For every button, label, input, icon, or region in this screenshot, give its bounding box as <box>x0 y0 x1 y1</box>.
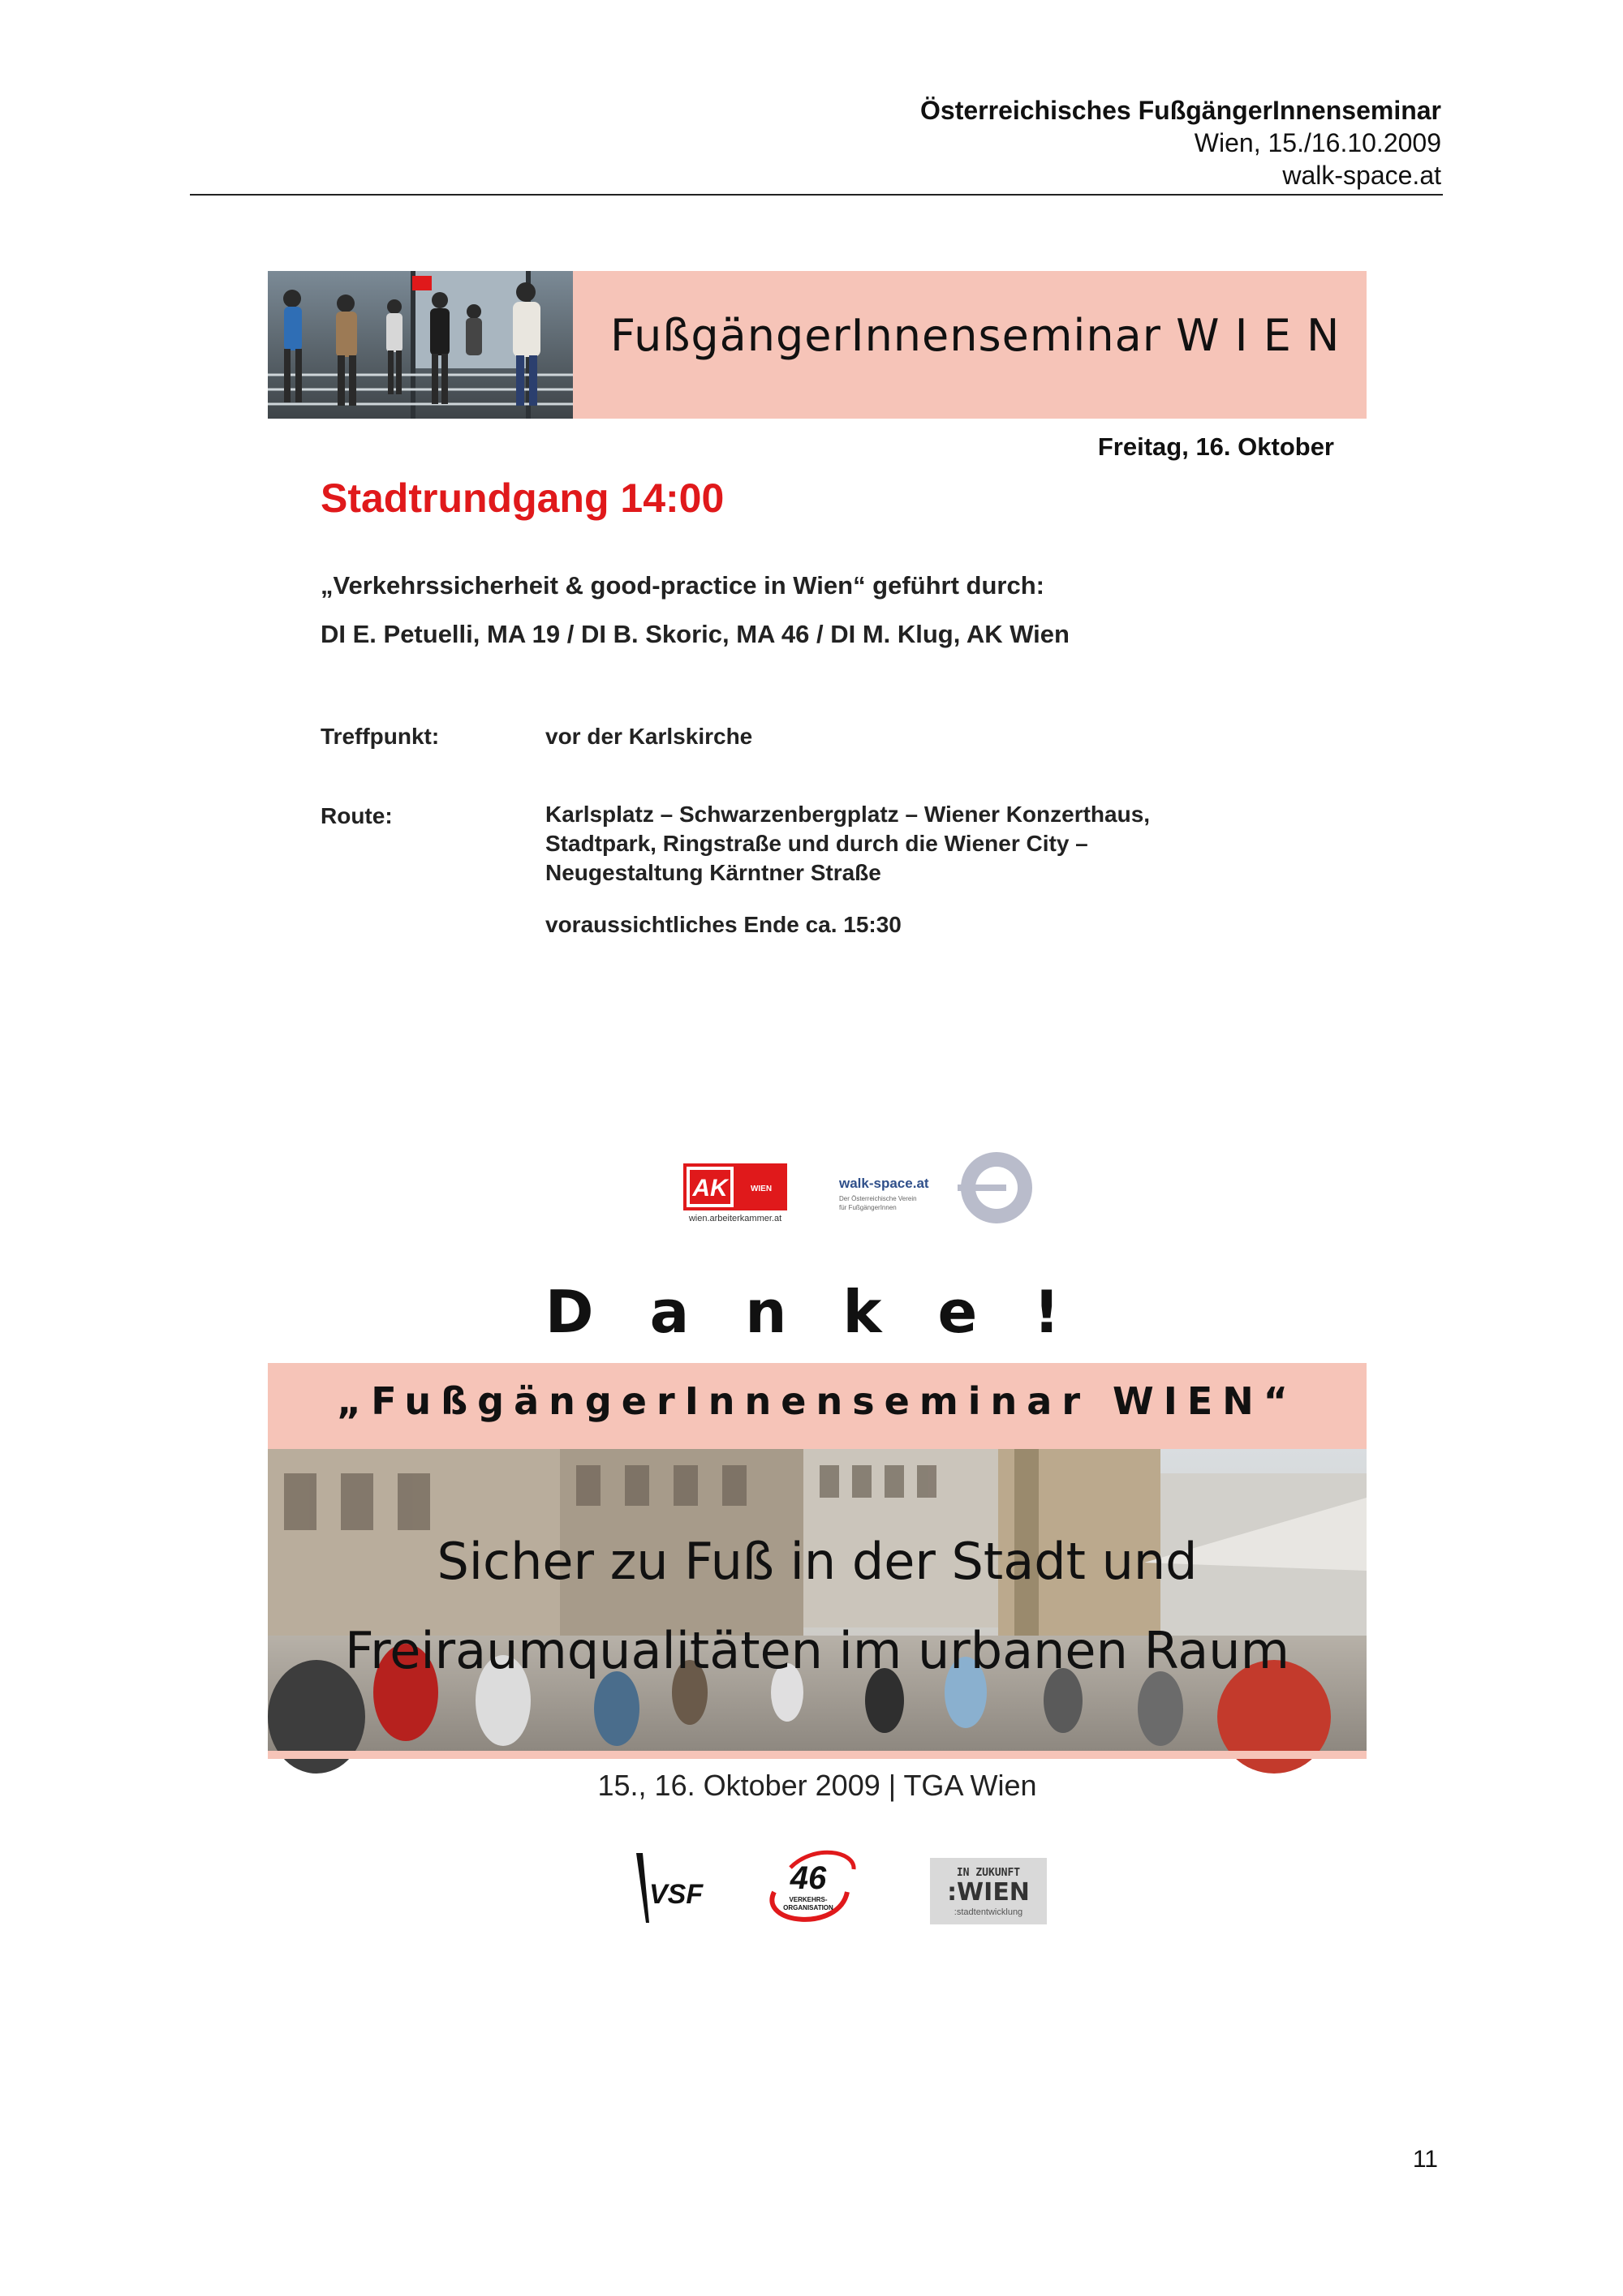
wien-logo-main: :WIEN <box>947 1878 1030 1907</box>
ma46-sub1: VERKEHRS- <box>789 1896 828 1903</box>
street-scene-photo <box>268 1449 1367 1751</box>
photo-bottom-strip <box>268 1751 1367 1759</box>
vsf-logo <box>633 1848 704 1928</box>
vsf-text: VSF <box>649 1879 704 1910</box>
ma46-sub2: ORGANISATION <box>783 1904 833 1911</box>
ma46-number: 46 <box>790 1860 827 1896</box>
walk-space-sub1: Der Österreichische Verein <box>839 1195 917 1202</box>
route-line-3: Neugestaltung Kärntner Straße <box>545 860 881 885</box>
ak-logo-text: AK <box>692 1175 728 1202</box>
banner-title: FußgängerInnenseminar W I E N <box>610 310 1341 361</box>
ak-url: wien.arbeiterkammer.at <box>688 1214 782 1223</box>
photo-caption-line-2: Freiraumqualitäten im urbanen Raum <box>345 1621 1289 1680</box>
seminar-band-title: „FußgängerInnenseminar WIEN“ <box>336 1379 1298 1423</box>
route-line-1: Karlsplatz – Schwarzenbergplatz – Wiener Konzerthaus, <box>545 802 1151 827</box>
seminar-event-date: 15., 16. Oktober 2009 | TGA Wien <box>597 1769 1037 1802</box>
ak-wien-logo <box>683 1163 787 1210</box>
walk-space-name: walk-space.at <box>839 1176 929 1191</box>
thanks-heading: D a n k e ! <box>545 1278 1078 1346</box>
expected-end: voraussichtliches Ende ca. 15:30 <box>545 912 902 937</box>
wien-logo-sub: :stadtentwicklung <box>954 1907 1023 1917</box>
route-line-2: Stadtpark, Ringstraße und durch die Wiener City – <box>545 831 1088 856</box>
header-divider <box>190 194 1443 196</box>
page-number: 11 <box>1412 2146 1438 2173</box>
header-website: walk-space.at <box>1282 161 1441 190</box>
meeting-point-label: Treffpunkt: <box>321 724 440 749</box>
photo-caption-line-1: Sicher zu Fuß in der Stadt und <box>437 1532 1198 1591</box>
event-title: Stadtrundgang 14:00 <box>321 475 725 521</box>
wien-stadtentwicklung-logo <box>930 1858 1047 1924</box>
banner-photo-pedestrians <box>268 271 573 419</box>
ak-logo-sub: WIEN <box>750 1185 773 1193</box>
route-label: Route: <box>321 803 393 828</box>
wien-logo-top: IN ZUKUNFT <box>956 1867 1021 1879</box>
header-date: Wien, 15./16.10.2009 <box>1194 128 1441 157</box>
walk-space-logo <box>836 1147 1039 1228</box>
header-title: Österreichisches FußgängerInnenseminar <box>920 96 1441 125</box>
ma46-logo <box>758 1843 859 1928</box>
event-date: Freitag, 16. Oktober <box>1097 432 1334 461</box>
walk-space-sub2: für FußgängerInnen <box>839 1204 897 1211</box>
event-subtitle: „Verkehrssicherheit & good-practice in Wien“ geführt durch: <box>321 571 1044 600</box>
event-guides: DI E. Petuelli, MA 19 / DI B. Skoric, MA 46 / DI M. Klug, AK Wien <box>321 620 1070 648</box>
meeting-point-value: vor der Karlskirche <box>545 724 753 749</box>
